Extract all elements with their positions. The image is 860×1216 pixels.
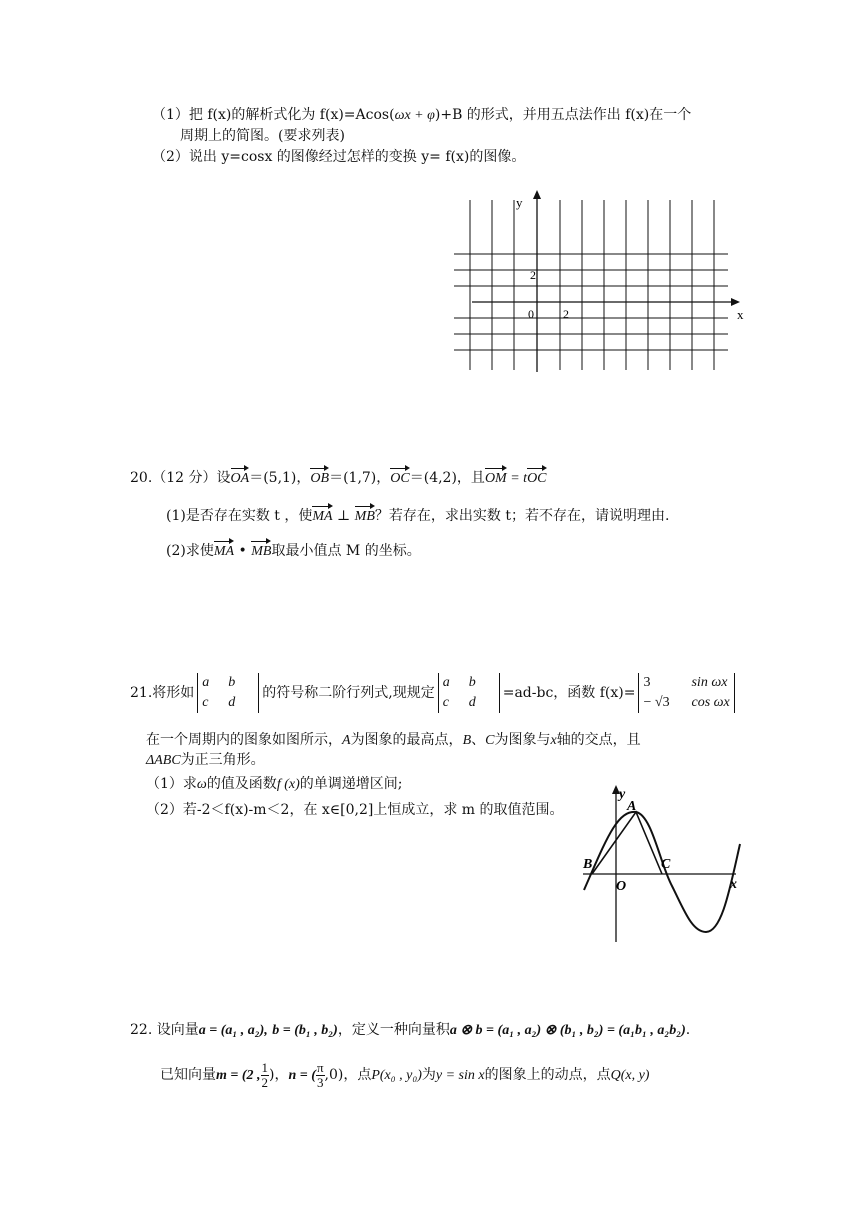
vector-b: b = (b₁ , b₂) <box>272 1023 338 1038</box>
q21-label-o: O <box>616 879 627 894</box>
vec-om: OM <box>485 466 507 488</box>
q19-y-label: y <box>516 195 523 210</box>
q21-label-a: A <box>627 799 637 814</box>
q21-head: 21.将形如a b c d的符号称二阶行列式,现规定a b c d=ad-bc，函数 f(x)=3 sin ωx − √3 cos ωx <box>130 670 738 716</box>
point-p: P(x₀ , y₀) <box>371 1068 422 1083</box>
q19-x-label: x <box>737 307 744 322</box>
q19-part1-line2: 周期上的简图。(要求列表) <box>180 128 345 144</box>
q22-line2: 已知向量m = (2 , $\frac{1}{2}$ )，n = ( $\frac{\pi}{3}$ ,0)，点P(x₀ , y₀)为y = sin x的图象上的动点，点Q(x, y) <box>160 1059 650 1090</box>
q19-arg: ωx + φ <box>394 108 435 123</box>
q19-origin: 0 <box>528 307 534 321</box>
q21-label-b: B <box>583 857 593 872</box>
vector-n: n = ( <box>288 1068 316 1083</box>
vec-ma: MA <box>312 504 332 526</box>
determinant-form: a b c d <box>197 673 259 713</box>
vector-a: a = (a₁ , a₂), <box>198 1023 268 1038</box>
q21-part2: （2）若-2＜f(x)-m＜2，在 x∈[0,2]上恒成立，求 m 的取值范围。 <box>146 802 564 818</box>
q20-head: 20.（12 分）设OA＝(5,1)，OB＝(1,7)，OC＝(4,2)，且OM = tOC <box>130 466 547 488</box>
fraction-half: $\frac{1}{2}$ <box>261 1059 269 1090</box>
q19-y-arrow <box>533 190 541 199</box>
q19-part2: （2）说出 y=cosx 的图像经过怎样的变换 y= f(x)的图像。 <box>152 149 526 165</box>
vec-oa: OA <box>231 466 250 488</box>
determinant-definition: a b c d <box>438 673 500 713</box>
q19-tick-x: 2 <box>563 307 569 321</box>
fraction-pi-third: $\frac{\pi}{3}$ <box>316 1059 324 1090</box>
q22-line1: 22. 设向量a = (a₁ , a₂), b = (b₁ , b₂)，定义一种向量积a ⊗ b = (a₁ , a₂) ⊗ (b₁ , b₂) = (a₁b₁ , a₂b₂). <box>130 1022 691 1038</box>
point-q: Q(x, y) <box>610 1068 650 1083</box>
q21-triangle <box>592 812 662 874</box>
determinant-function: 3 sin ωx − √3 cos ωx <box>638 673 734 713</box>
q19-part1-line1: （1）把 f(x)的解析式化为 f(x)=Acos(ωx + φ)+B 的形式，并用五点法作出 f(x)在一个 <box>152 107 692 123</box>
vec-mb: MB <box>355 504 375 526</box>
q19-grid-lines <box>454 200 728 370</box>
q21-label-y: y <box>619 787 626 802</box>
vec-ma-2: MA <box>214 539 234 561</box>
q21-part1: （1）求ω的值及函数f (x)的单调递增区间; <box>146 776 403 792</box>
q21-sine-graph <box>580 782 750 947</box>
q19-tick-y: 2 <box>530 268 536 282</box>
vec-ob: OB <box>310 466 329 488</box>
vec-mb-2: MB <box>251 539 271 561</box>
q20-part2: (2)求使MA • MB取最小值点 M 的坐标。 <box>166 539 421 561</box>
q20-part1: (1)是否存在实数 t ，使MA ⊥ MB？若存在，求出实数 t；若不存在，请说明理由. <box>166 504 669 526</box>
q19-x-arrow <box>731 298 740 306</box>
vector-product: a ⊗ b = (a₁ , a₂) ⊗ (b₁ , b₂) = (a₁b₁ , a₂b₂) <box>449 1023 686 1038</box>
q21-label-c: C <box>661 857 671 872</box>
q21-label-x: x <box>730 877 737 892</box>
q21-line2: 在一个周期内的图象如图所示，A为图象的最高点，B、C为图象与x轴的交点，且 <box>146 732 641 748</box>
vec-oc: OC <box>390 466 409 488</box>
curve-sin: y = sin x <box>435 1068 485 1083</box>
q19-grid-graph <box>452 186 752 386</box>
vec-oc-2: OC <box>527 466 546 488</box>
vector-m: m = (2 , <box>216 1068 261 1083</box>
q21-line3: ΔABC为正三角形。 <box>146 752 265 768</box>
